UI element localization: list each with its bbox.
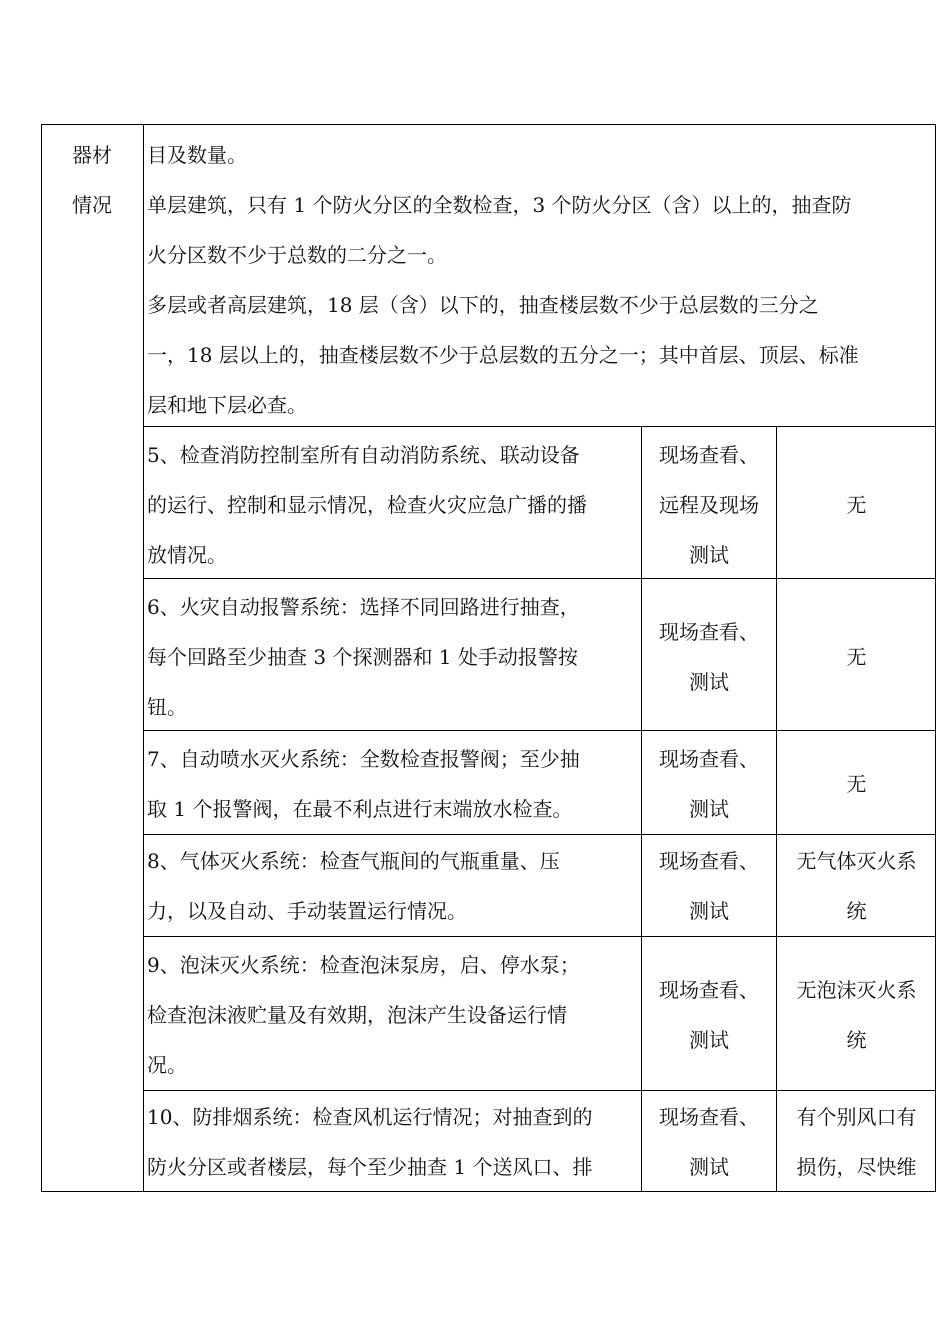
intro-line: 火分区数不少于总数的二分之一。 (147, 243, 447, 267)
row9-method-line: 测试 (689, 1028, 729, 1052)
row6-method-line: 测试 (689, 670, 729, 694)
intro-line: 目及数量。 (147, 143, 247, 167)
row10-method-line: 测试 (689, 1155, 729, 1179)
row8-item-line: 力，以及自动、手动装置运行情况。 (147, 899, 467, 923)
row5-method-line: 远程及现场 (659, 493, 759, 517)
left-label-line1: 器材 (72, 143, 112, 167)
divider-left-column (143, 124, 144, 1192)
row10-item-line: 防火分区或者楼层，每个至少抽查 1 个送风口、排 (147, 1155, 593, 1179)
intro-line: 层和地下层必查。 (147, 393, 307, 417)
row9-result-line: 无泡沫灭火系 (796, 978, 917, 1002)
row9-item-line: 检查泡沫液贮量及有效期，泡沫产生设备运行情 (147, 1003, 567, 1027)
row8-result-line: 统 (846, 899, 867, 923)
divider-result-column (776, 426, 777, 1192)
row8-item-line: 8、气体灭火系统：检查气瓶间的气瓶重量、压 (147, 849, 560, 873)
row6-item-line: 每个回路至少抽查 3 个探测器和 1 处手动报警按 (147, 645, 578, 669)
row10-method-line: 现场查看、 (659, 1105, 759, 1129)
row6-result: 无 (846, 645, 867, 669)
row7-method-line: 现场查看、 (659, 747, 759, 771)
row7-item-line: 取 1 个报警阀，在最不利点进行末端放水检查。 (147, 797, 573, 821)
row-divider (143, 730, 936, 731)
row5-result: 无 (846, 493, 867, 517)
row-divider (143, 1090, 936, 1091)
row9-method-line: 现场查看、 (659, 978, 759, 1002)
row5-item-line: 的运行、控制和显示情况，检查火灾应急广播的播 (147, 493, 587, 517)
intro-line: 单层建筑，只有 1 个防火分区的全数检查，3 个防火分区（含）以上的，抽查防 (147, 193, 852, 217)
row-divider (143, 578, 936, 579)
row9-result-line: 统 (846, 1028, 867, 1052)
row5-method-line: 测试 (689, 543, 729, 567)
row9-item-line: 况。 (147, 1053, 187, 1077)
row8-result-line: 无气体灭火系 (796, 849, 917, 873)
row10-result-line: 损伤，尽快维 (796, 1155, 917, 1179)
row6-item-line: 6、火灾自动报警系统：选择不同回路进行抽查， (147, 595, 580, 619)
row5-item-line: 放情况。 (147, 543, 227, 567)
row9-item-line: 9、泡沫灭火系统：检查泡沫泵房，启、停水泵； (147, 953, 580, 977)
row7-method-line: 测试 (689, 797, 729, 821)
left-label-line2: 情况 (72, 193, 112, 217)
row-divider (143, 834, 936, 835)
row7-item-line: 7、自动喷水灭火系统：全数检查报警阀；至少抽 (147, 747, 580, 771)
row6-method-line: 现场查看、 (659, 620, 759, 644)
row5-method-line: 现场查看、 (659, 443, 759, 467)
row8-method-line: 测试 (689, 899, 729, 923)
row-divider (143, 936, 936, 937)
intro-line: 多层或者高层建筑，18 层（含）以下的，抽查楼层数不少于总层数的三分之 (147, 293, 819, 317)
row6-item-line: 钮。 (147, 695, 187, 719)
row5-item-line: 5、检查消防控制室所有自动消防系统、联动设备 (147, 443, 580, 467)
row10-result-line: 有个别风口有 (796, 1105, 917, 1129)
row8-method-line: 现场查看、 (659, 849, 759, 873)
row7-result: 无 (846, 772, 867, 796)
row10-item-line: 10、防排烟系统：检查风机运行情况；对抽查到的 (147, 1105, 593, 1129)
intro-line: 一，18 层以上的，抽查楼层数不少于总层数的五分之一；其中首层、顶层、标准 (147, 343, 859, 367)
